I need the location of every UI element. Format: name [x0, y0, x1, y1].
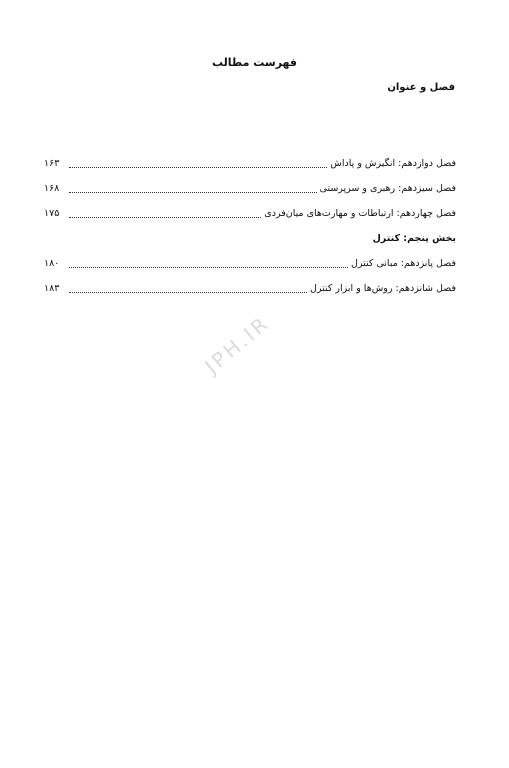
dot-leader — [69, 291, 307, 293]
toc-entry-label: فصل پانزدهم: مبانی کنترل — [350, 258, 456, 269]
dot-leader — [69, 166, 327, 168]
dot-leader — [69, 266, 348, 268]
toc-entry-label: فصل چهاردهم: ارتباطات و مهارت‌های میان‌فردی — [264, 208, 456, 219]
toc-page-number: ۱۸۰ — [44, 258, 60, 269]
toc-entry[interactable] — [44, 282, 456, 296]
toc-section-heading — [44, 232, 456, 246]
toc-page-number: ۱۶۳ — [44, 158, 60, 169]
toc-page-number: ۱۶۸ — [44, 183, 60, 194]
toc-entry-label: فصل سیزدهم: رهبری و سرپرستی — [319, 183, 456, 194]
column-header: فصل و عنوان — [387, 82, 455, 93]
dot-leader — [69, 191, 317, 193]
toc-entry-label: فصل شانزدهم: روش‌ها و ابزار کنترل — [310, 283, 456, 294]
page-title: فهرست مطالب — [211, 56, 298, 69]
toc-entry[interactable] — [44, 182, 456, 196]
toc-entry[interactable] — [44, 257, 456, 271]
toc-page-number: ۱۷۵ — [44, 208, 60, 219]
table-of-contents — [44, 157, 456, 296]
dot-leader — [69, 216, 261, 218]
toc-entry-label: فصل دوازدهم: انگیزش و پاداش — [330, 158, 456, 169]
toc-page-number: ۱۸۳ — [44, 283, 60, 294]
toc-section-label: بخش پنجم: کنترل — [372, 233, 456, 244]
toc-entry[interactable] — [44, 207, 456, 221]
toc-entry[interactable] — [44, 157, 456, 171]
watermark: JPH.IR — [200, 310, 275, 379]
